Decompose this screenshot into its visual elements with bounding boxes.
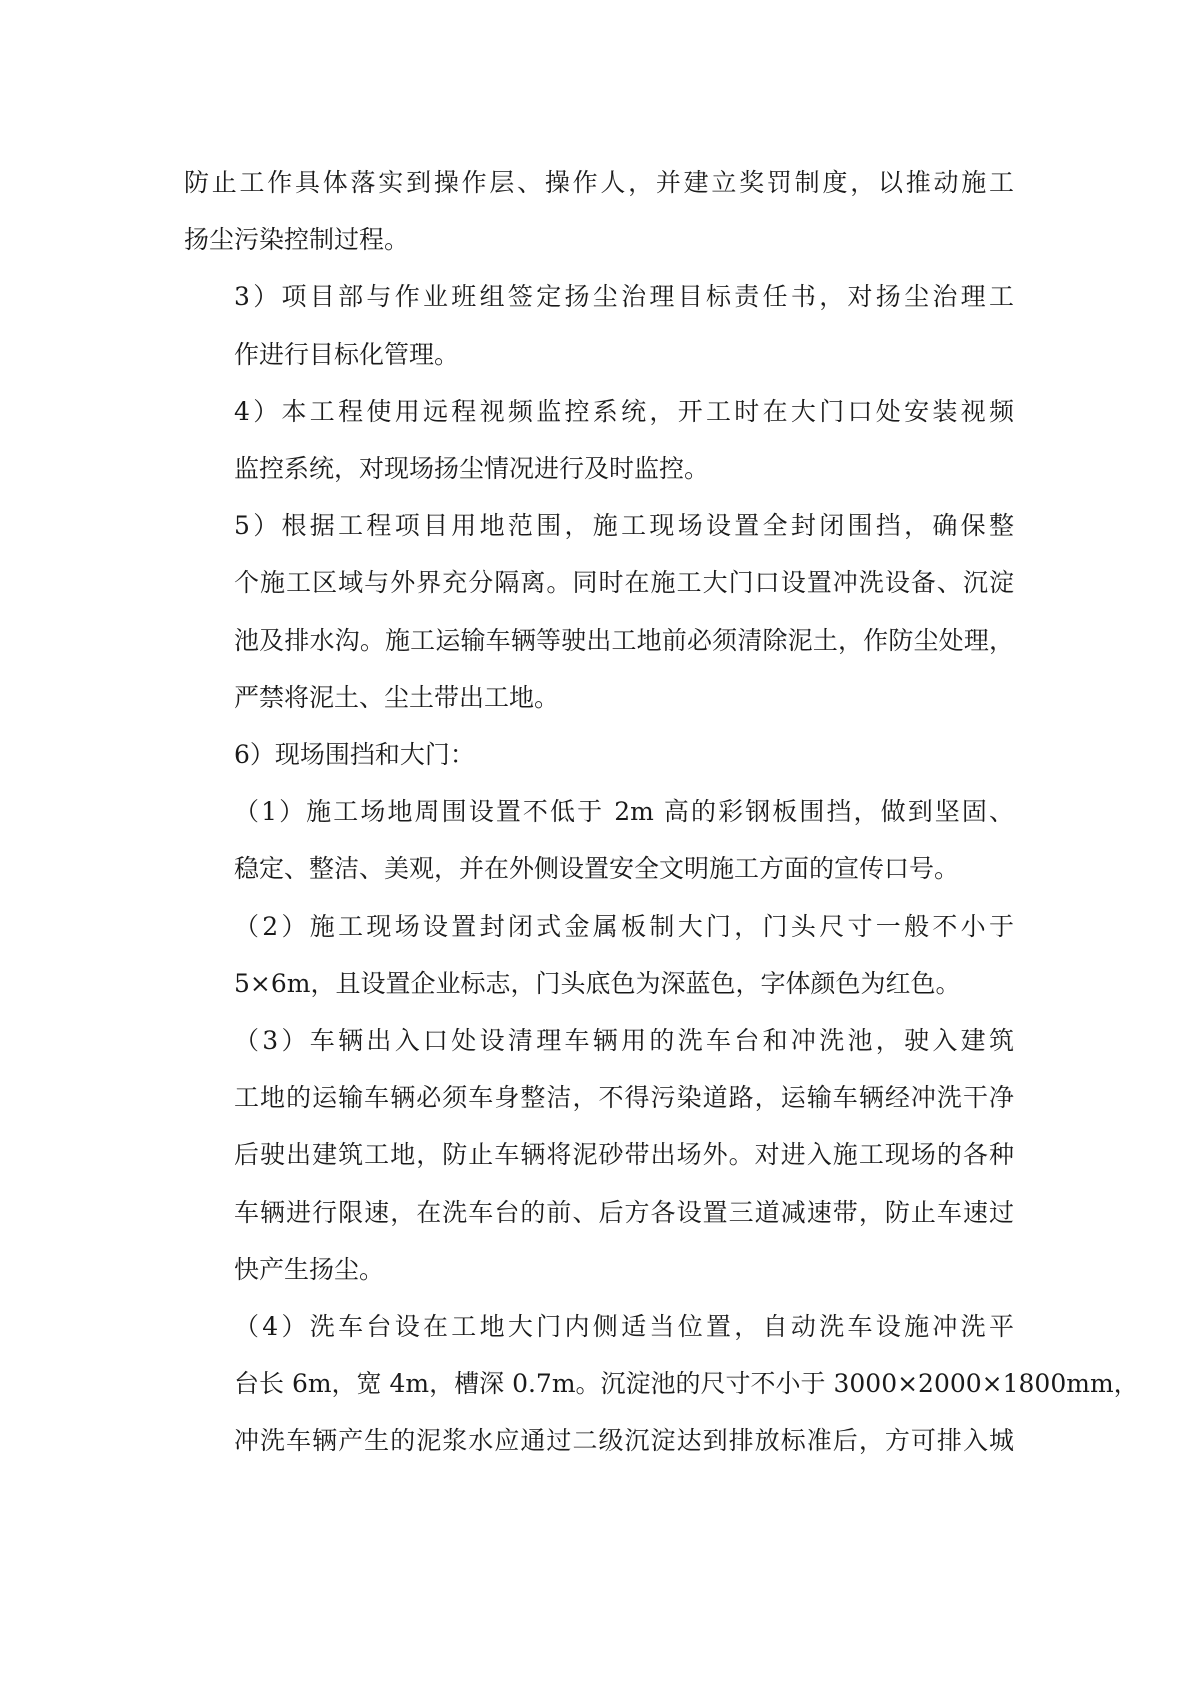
document-body — [184, 154, 1139, 1470]
text-line: 防止工作具体落实到操作层、操作人，并建立奖罚制度，以推动施工 — [184, 168, 1014, 197]
paragraph-dust-control-responsibility — [184, 154, 1014, 268]
text-line: 车辆进行限速，在洗车台的前、后方各设置三道减速带，防止车速过 — [234, 1197, 1014, 1227]
text-line: （2）施工现场设置封闭式金属板制大门，门头尺寸一般不小于 — [234, 911, 1014, 941]
text-line: 个施工区域与外界充分隔离。同时在施工大门口设置冲洗设备、沉淀 — [234, 568, 1014, 598]
text-line: 稳定、整洁、美观，并在外侧设置安全文明施工方面的宣传口号。 — [234, 854, 960, 884]
text-line: 快产生扬尘。 — [234, 1254, 385, 1284]
text-line: 监控系统，对现场扬尘情况进行及时监控。 — [234, 454, 710, 484]
paragraph-item-4 — [184, 383, 1014, 497]
paragraph-subitem-1 — [184, 783, 1014, 897]
text-line: （1）施工场地周围设置不低于 2m 高的彩钢板围挡，做到坚固、 — [234, 797, 1014, 827]
paragraph-subitem-3 — [184, 1012, 1014, 1298]
text-line: 4）本工程使用远程视频监控系统，开工时在大门口处安装视频 — [234, 396, 1014, 426]
text-line: 5×6m，且设置企业标志，门头底色为深蓝色，字体颜色为红色。 — [234, 968, 961, 998]
text-line: （4）洗车台设在工地大门内侧适当位置，自动洗车设施冲洗平 — [234, 1312, 1014, 1342]
text-line: 台长 6m，宽 4m，槽深 0.7m。沉淀池的尺寸不小于 3000×2000×1800mm， — [234, 1369, 1139, 1399]
paragraph-item-5 — [184, 497, 1014, 726]
paragraph-subitem-2 — [184, 898, 1014, 1012]
text-line: 工地的运输车辆必须车身整洁，不得污染道路，运输车辆经冲洗干净 — [234, 1083, 1014, 1113]
text-line: （3）车辆出入口处设清理车辆用的洗车台和冲洗池，驶入建筑 — [234, 1026, 1014, 1056]
text-line: 后驶出建筑工地，防止车辆将泥砂带出场外。对进入施工现场的各种 — [234, 1140, 1014, 1170]
text-line: 作进行目标化管理。 — [234, 339, 460, 369]
text-line: 6）现场围挡和大门： — [234, 740, 475, 770]
text-line: 3）项目部与作业班组签定扬尘治理目标责任书，对扬尘治理工 — [234, 282, 1014, 312]
text-line: 扬尘污染控制过程。 — [184, 225, 410, 255]
text-line: 严禁将泥土、尘土带出工地。 — [234, 682, 560, 712]
paragraph-subitem-4 — [184, 1298, 1139, 1470]
text-line: 5）根据工程项目用地范围，施工现场设置全封闭围挡，确保整 — [234, 511, 1014, 541]
text-line: 冲洗车辆产生的泥浆水应通过二级沉淀达到排放标准后，方可排入城 — [234, 1426, 1014, 1456]
text-line: 池及排水沟。施工运输车辆等驶出工地前必须清除泥土，作防尘处理， — [234, 625, 1014, 655]
paragraph-item-3 — [184, 268, 1014, 382]
paragraph-item-6 — [184, 726, 1014, 783]
